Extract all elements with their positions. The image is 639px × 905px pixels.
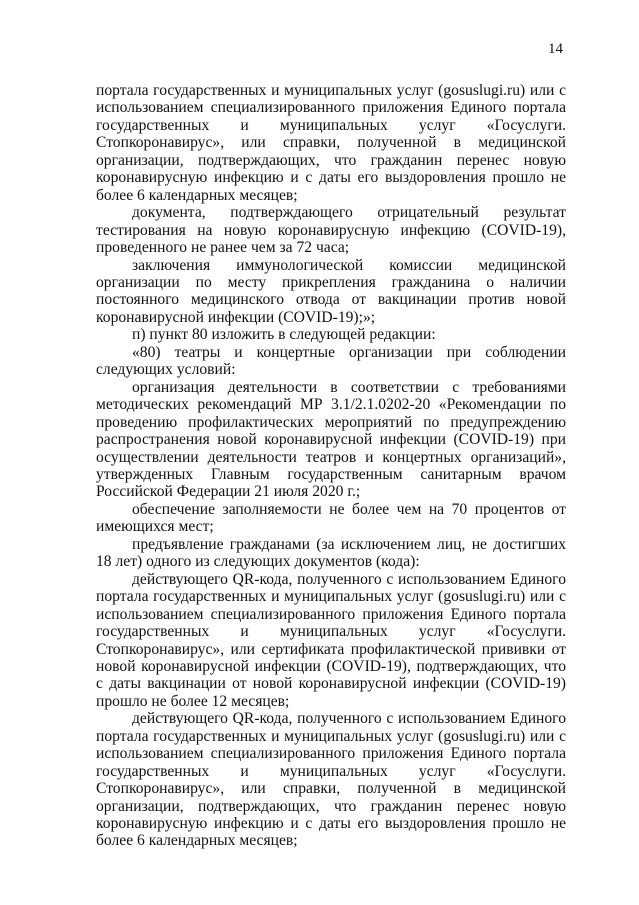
paragraph-item-p: п) пункт 80 изложить в следующей редакции: — [132, 326, 436, 344]
paragraph-documents-required: предъявление гражданами (за исключением лиц, не достигших 18 лет) одного из следующих документов (кода): — [96, 535, 566, 571]
paragraph-qr-vaccination: действующего QR-кода, полученного с использованием Единого портала государственных и муниципальных услуг (gosuslugi.ru) или с использованием специализированного приложения Единого портала государственных и муниципальных услуг «Госуслуги. Стопкоронавирус», или сертификата профилактической прививки от новой коронавирусной инфекции (COVID-19), подтверждающих, что с даты вакцинации от новой коронавирусной инфекции (COVID-19) прошло не более 12 месяцев; — [96, 570, 566, 710]
paragraph-medical-exemption: заключения иммунологической комиссии медицинской организации по месту прикрепления гражданина о наличии постоянного медицинского отвода от вакцинации против новой коронавирусной инфекции (COVID-19);»; — [96, 256, 566, 326]
paragraph-continued-qr-recovery: портала государственных и муниципальных услуг (gosuslugi.ru) или с использованием специализированного приложения Единого портала государственных и муниципальных услуг «Госуслуги. Стопкоронавирус», или справки, полученной в медицинской организации, подтверждающих, что гражданин перенес новую коронавирусную инфекцию и с даты его выздоровления прошло не более 6 календарных месяцев; — [96, 82, 566, 204]
paragraph-negative-test: документа, подтверждающего отрицательный результат тестирования на новую коронавирусную инфекцию (COVID-19), проведенного не ранее чем за 72 часа; — [96, 204, 566, 257]
paragraph-item-80: «80) театры и концертные организации при соблюдении следующих условий: — [96, 343, 566, 379]
paragraph-qr-recovery: действующего QR-кода, полученного с использованием Единого портала государственных и муниципальных услуг (gosuslugi.ru) или с использованием специализированного приложения Единого портала государственных и муниципальных услуг «Госуслуги. Стопкоронавирус», или справки, полученной в медицинской организации, подтверждающих, что гражданин перенес новую коронавирусную инфекцию и с даты его выздоровления прошло не более 6 календарных месяцев; — [96, 710, 566, 850]
paragraph-occupancy: обеспечение заполняемости не более чем на 70 процентов от имеющихся мест; — [96, 500, 566, 536]
page-number: 14 — [548, 41, 563, 57]
paragraph-methodical-recommendations: организация деятельности в соответствии с требованиями методических рекомендаций МР 3.1/2.1.0202-20 «Рекомендации по проведению профилактических мероприятий по предупреждению распространения новой коронавирусной инфекции (COVID-19) при осуществлении деятельности театров и концертных организаций», утвержденных Главным государственным санитарным врачом Российской Федерации 21 июля 2020 г.; — [96, 378, 566, 501]
document-body — [96, 82, 566, 850]
